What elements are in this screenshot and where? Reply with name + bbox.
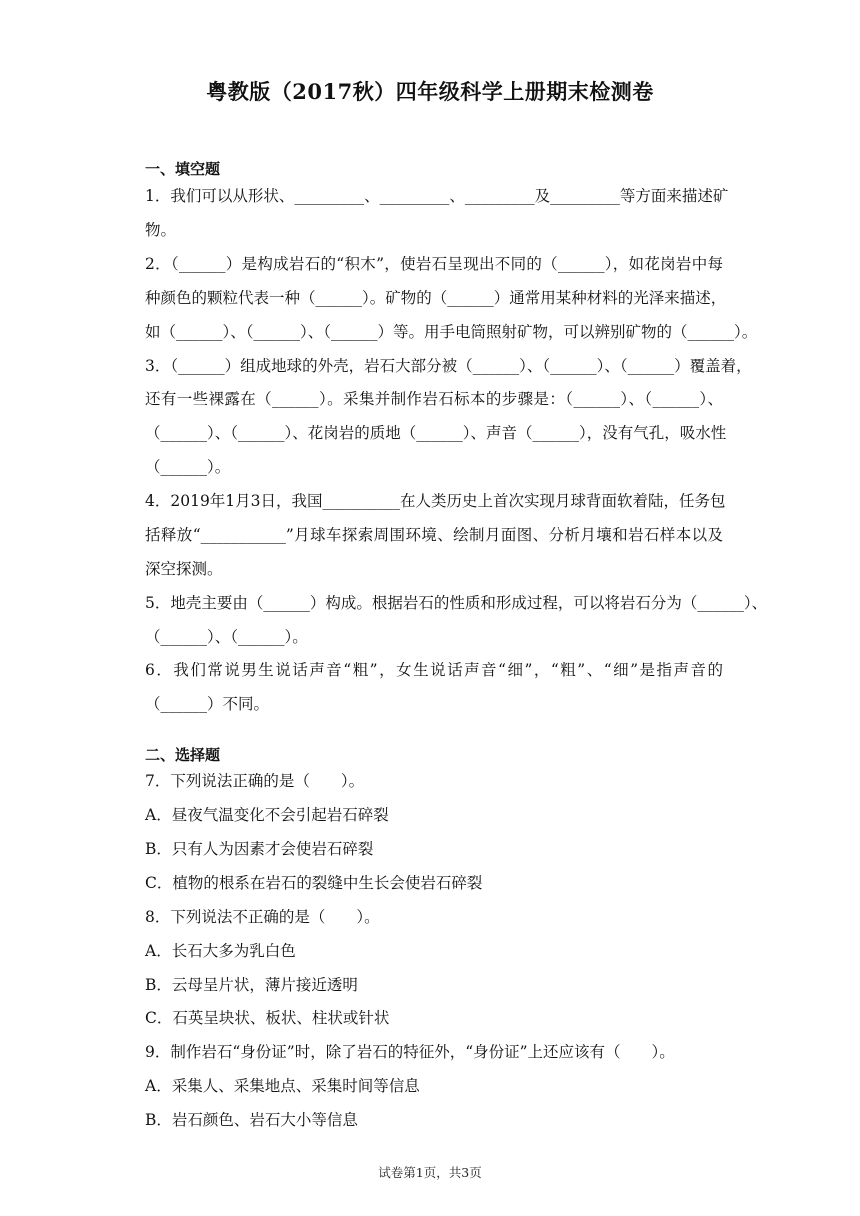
question-line: 3．（______）组成地球的外壳，岩石大部分被（______）、（______）、（______）覆盖着， [145,357,752,375]
page-footer: 试卷第1页，共3页 [378,1165,482,1180]
question-line: 7．下列说法正确的是（ ）。 [145,772,365,790]
question-line: 1．我们可以从形状、_________、_________、_________及_________等方面来描述矿 [145,187,729,205]
question-line: 如（______）、（______）、（______）等。用手电筒照射矿物，可以辨别矿物的（______）。 [145,323,758,341]
question-line: 2．（______）是构成岩石的“积木”，使岩石呈现出不同的（______），如花岗岩中每 [145,255,723,273]
choice-option: A．采集人、采集地点、采集时间等信息 [145,1077,420,1095]
question-line: 9．制作岩石“身份证”时，除了岩石的特征外，“身份证”上还应该有（ ）。 [145,1043,675,1061]
question-line: 括释放“___________”月球车探索周围环境、绘制月面图、分析月壤和岩石样本以及 [145,526,723,544]
choice-option: B．云母呈片状，薄片接近透明 [145,976,358,994]
question-line: 6．我们常说男生说话声音“粗”，女生说话声音“细”，“粗”、“细”是指声音的 [145,661,723,679]
choice-option: B．岩石颜色、岩石大小等信息 [145,1111,358,1129]
question-line: （______）、（______）、花岗岩的质地（______）、声音（______），没有气孔，吸水性 [145,424,727,442]
choice-option: C．石英呈块状、板状、柱状或针状 [145,1009,390,1027]
page-title: 粤教版（2017秋）四年级科学上册期末检测卷 [206,79,654,104]
choice-option: C．植物的根系在岩石的裂缝中生长会使岩石碎裂 [145,874,483,892]
question-line: 5．地壳主要由（______）构成。根据岩石的性质和形成过程，可以将岩石分为（______）、 [145,594,768,612]
question-line: （______）、（______）。 [145,628,308,646]
question-line: 4．2019年1月3日，我国__________在人类历史上首次实现月球背面软着陆，任务包 [145,492,726,510]
question-line: 还有一些裸露在（______）。采集并制作岩石标本的步骤是：（______）、（______）、 [145,390,723,408]
choice-option: B．只有人为因素才会使岩石碎裂 [145,840,374,858]
question-line: 种颜色的颗粒代表一种（______）。矿物的（______）通常用某种材料的光泽来描述， [145,289,727,307]
question-line: （______）不同。 [145,695,270,713]
question-line: 物。 [145,221,177,239]
question-line: 深空探测。 [145,560,223,578]
choice-option: A．长石大多为乳白色 [145,942,296,960]
question-line: 8．下列说法不正确的是（ ）。 [145,908,380,926]
section-heading-fill-in: 一、填空题 [145,160,221,178]
choice-option: A．昼夜气温变化不会引起岩石碎裂 [145,806,389,824]
section-heading-multiple-choice: 二、选择题 [145,746,221,764]
question-line: （______）。 [145,458,231,476]
